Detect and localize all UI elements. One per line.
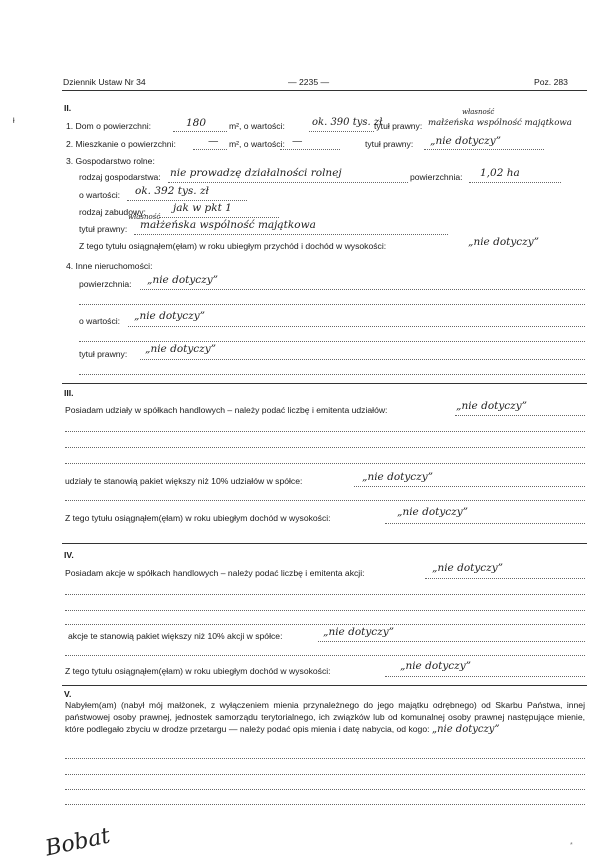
house-value: ok. 390 tys. zł <box>312 117 383 128</box>
house-title-label: tytuł prawny: <box>374 121 423 131</box>
farm-area-value: 1,02 ha <box>480 167 520 179</box>
flat-title-label: tytuł prawny: <box>365 139 414 149</box>
other-title-label: tytuł prawny: <box>79 349 128 359</box>
shares-income-label: Z tego tytułu osiągnąłem(ęłam) w roku ubiegłym dochód w wysokości: <box>65 513 331 523</box>
header-rule <box>62 90 587 91</box>
corner-mark: * <box>570 842 573 849</box>
house-area: 180 <box>186 117 207 129</box>
farm-type-value: nie prowadzę działalności rolnej <box>170 167 342 179</box>
section-5-text <box>65 699 585 736</box>
house-label: 1. Dom o powierzchni: <box>66 121 152 131</box>
divider-4 <box>62 685 587 686</box>
section-4-numeral: IV. <box>64 550 74 560</box>
farm-type-label: rodzaj gospodarstwa: <box>79 172 161 182</box>
farm-area-label: powierzchnia: <box>410 172 463 182</box>
journal-title: Dziennik Ustaw Nr 34 <box>63 77 146 87</box>
other-title-value: „nie dotyczy” <box>145 343 217 355</box>
stocks-pkg-label: akcje te stanowią pakiet większy niż 10% akcji w spółce: <box>68 631 283 641</box>
other-value-value: „nie dotyczy” <box>134 310 206 322</box>
stocks-income-value: „nie dotyczy” <box>400 660 472 672</box>
farm-title-label: tytuł prawny: <box>79 224 128 234</box>
house-unit: m², o wartości: <box>229 121 285 131</box>
other-area-value: „nie dotyczy” <box>147 274 219 286</box>
shares-income-value: „nie dotyczy” <box>397 506 469 518</box>
farm-build-label: rodzaj zabudowy: <box>79 207 146 217</box>
shares-pkg-label: udziały te stanowią pakiet większy niż 10% udziałów w spółce: <box>65 476 303 486</box>
position-number: Poz. 283 <box>534 77 568 87</box>
stocks-value: „nie dotyczy” <box>432 562 504 574</box>
section-5-value: „nie dotyczy” <box>431 724 500 735</box>
flat-unit: m², o wartości: <box>229 139 285 149</box>
section-5-body: Nabyłem(am) (nabył mój małżonek, z wyłączeniem mienia przynależnego do jego majątku odrębnego) od Skarbu Państwa, innej państwowej osoby prawnej, jednostek samorządu terytorialnego, ich związków lub od komunalnej osoby prawnej następujące mienie, które podlegało zbyciu w drodze przetargu — należy podać opis mienia i datę nabycia, od kogo: <box>65 700 585 734</box>
flat-value: — <box>292 135 303 147</box>
margin-mark: ł <box>13 118 15 125</box>
farm-value-label: o wartości: <box>79 190 121 200</box>
flat-area: — <box>208 135 219 147</box>
farm-income-value: „nie dotyczy” <box>468 236 540 248</box>
stocks-label: Posiadam akcje w spółkach handlowych – należy podać liczbę i emitenta akcji: <box>65 568 365 578</box>
section-2-numeral: II. <box>64 103 72 113</box>
section-5-numeral: V. <box>64 689 72 699</box>
shares-pkg-value: „nie dotyczy” <box>362 471 434 483</box>
shares-label: Posiadam udziały w spółkach handlowych – należy podać liczbę i emitenta udziałów: <box>65 405 388 415</box>
other-label: 4. Inne nieruchomości: <box>66 261 153 271</box>
farm-income-label: Z tego tytułu osiągnąłem(ęłam) w roku ubiegłym przychód i dochód w wysokości: <box>79 241 387 251</box>
flat-title-value: „nie dotyczy” <box>430 135 502 147</box>
farm-label: 3. Gospodarstwo rolne: <box>66 156 155 166</box>
divider-3 <box>62 543 587 544</box>
farm-title-note: własność <box>128 213 161 221</box>
farm-value-value: ok. 392 tys. zł <box>135 185 209 197</box>
stocks-pkg-value: „nie dotyczy” <box>323 626 395 638</box>
house-title-value: małżeńska wspólność majątkowa <box>428 118 572 128</box>
section-3-numeral: III. <box>64 388 74 398</box>
page-number: — 2235 — <box>288 77 330 87</box>
other-area-label: powierzchnia: <box>79 279 132 289</box>
other-value-label: o wartości: <box>79 316 121 326</box>
signature: Bobat <box>43 823 113 862</box>
farm-build-value: jak w pkt 1 <box>173 202 232 214</box>
house-title-note: własność <box>462 108 495 116</box>
stocks-income-label: Z tego tytułu osiągnąłem(ęłam) w roku ubiegłym dochód w wysokości: <box>65 666 331 676</box>
shares-value: „nie dotyczy” <box>456 400 528 412</box>
divider-2 <box>62 383 587 384</box>
farm-title-value: małżeńska wspólność majątkowa <box>140 219 316 231</box>
flat-label: 2. Mieszkanie o powierzchni: <box>66 139 176 149</box>
